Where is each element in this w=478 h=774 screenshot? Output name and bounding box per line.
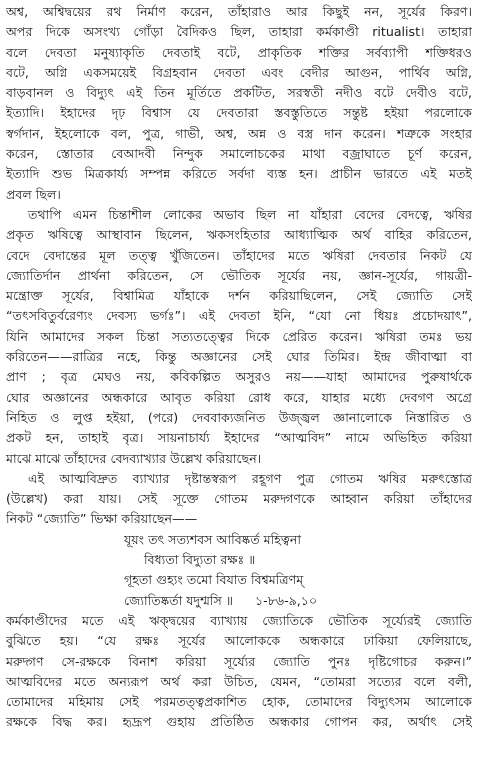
text-line: মরুদ্গণ সে-রক্ষকে বিনাশ করিয়া সূর্য্যের জ্যোতি পুনঃ দৃষ্টিগোচর করুন।” [6, 653, 472, 669]
text-line: ইত্যাদি শুভ মিত্রকার্য্য সম্পন্ন করিতে সর্বদা ব্যস্ত হন। প্রাচীন ভারতে এই মতই [6, 166, 472, 182]
text-line: মন্ত্রোক্ত সূর্যের, বিশ্বামিত্র যাঁহাকে দর্শন করিয়াছিলেন, সেই জ্যোতি সেই [6, 288, 472, 304]
text-line: আত্মবিদের মতে অন্যরূপ অর্থ করা উচিত, যেমন, “তোমরা সত্যের বলে বলী, [6, 673, 472, 689]
text-line: এই আত্মবিদ্রুত ব্যাখ্যার দৃষ্টান্তস্বরূপ রহূগণ পুত্র গোতম ঋষির মরুৎস্তোত্র [28, 470, 472, 486]
text-line: বটে, অগ্নি একসময়েই বিগ্রহবান দেবতা এবং বেদীর আগুন, পার্থিব অগ্নি, [6, 64, 472, 80]
text-line: কর্মকাণ্ডীদের মতে এই ঋক্‌দ্বয়ের ব্যাখ্যায় জ্যোতিকে ভৌতিক সূর্য্যেরই জ্যোতি [6, 612, 472, 628]
verse-line [6, 591, 472, 611]
text-line: ঘোর অজ্ঞানের অন্ধকারে আবৃত করিয়া রোধ করে, যাহার মধ্যে দেবগণ অগ্রে [6, 389, 472, 405]
text-line: প্রবল ছিল। [6, 186, 61, 202]
text-line: করিতেন——রাত্রির নহে, কিন্তু অজ্ঞানের সেই ঘোর তিমির। ইন্দ্র জীবাত্মা বা [6, 349, 472, 365]
text-line: প্রকৃত ঋষিত্বে আস্থাবান ছিলেন, ঋকসংহিতার আধ্যাত্মিক অর্থ বাহির করিতেন, [6, 227, 472, 243]
text-line: তথাপি এমন চিন্তাশীল লোকের অভাব ছিল না যাঁহারা বেদের বেদত্বে, ঋষির [28, 206, 472, 222]
text-line: তোমাদের মহিমায় সেই পরমতত্ত্বপ্রকাশিত হোক, তোমাদের বিদ্যুৎসম আলোকে [6, 694, 472, 710]
verse-line: যূয়ং তৎ সত্যশবস আবিষ্কর্ত মহিত্বনা [124, 531, 301, 547]
verse-line: বিধ্যতা বিদ্যুতা রক্ষঃ ॥ [144, 552, 256, 568]
verse-reference: ১-৮৬-৯,১০ [255, 592, 318, 608]
text-line: নিহিত ও লুপ্ত হইয়া, (পরে) দেববাক্যজনিত উজ্জ্বল জ্ঞানালোকে নিস্তারিত ও [6, 409, 472, 425]
text-line: প্রকট হন, তাহাই বৃত্র। সায়নাচার্য্য ইহাদের “আত্মবিদ” নামে অভিহিত করিয়া [6, 430, 472, 446]
text-line: করেন, স্তোতার বেআদবী নিন্দুক সমালোচকের মাথা বজ্রাঘাতে চূর্ণ করেন, [6, 146, 472, 162]
text-line: জ্যোতির্দান প্রার্থনা করিতেন, সে ভৌতিক সূর্যের নয়, জ্ঞান-সূর্যের, গায়ত্রী- [6, 267, 472, 283]
text-line: “তৎসবিতুর্বরেণ্যং দেবস্য ভর্গঃ”। এই দেবতা ইনি, “যো নো ধিয়ঃ প্রচোদয়াৎ”, [6, 308, 472, 324]
text-line: মাঝে মাঝে তাঁহাদের বেদব্যাখ্যার উল্লেখ করিয়াছেন। [6, 450, 262, 466]
verse-text: জ্যোতিষ্কর্তা যদুশ্মসি ॥ [124, 592, 233, 608]
text-line: অপর দিকে অসংখ্য গোঁড়া বৈদিকও ছিল, তাহারা কর্মকাণ্ডী ritualist। তাহারা [6, 24, 472, 40]
text-line: (উল্লেখ) করা যায়। সেই সূক্তে গোতম মরুদ্গণকে আহ্বান করিয়া তাঁহাদের [6, 491, 472, 507]
text-line: স্বর্গদান, ইহলোকে বল, পুত্র, গাভী, অশ্ব, অন্ন ও বস্ত্র দান করেন। শত্রুকে সংহার [6, 125, 472, 141]
text-line: বলে দেবতা মনুষ্যাকৃতি দেবতাই বটে, প্রাকৃতিক শক্তির সর্বব্যাপী শক্তিধরও [6, 44, 472, 60]
text-line: যিনি আমাদের সকল চিন্তা সত্যতত্ত্বের দিকে প্রেরিত করেন। ঋষিরা তমঃ ভয় [6, 328, 472, 344]
text-line: বুঝিতে হয়। “যে রক্ষঃ সূর্যের আলোককে অন্ধকারে ঢাকিয়া ফেলিয়াছে, [6, 633, 472, 649]
text-line: বেদে বেদান্তের মূল তত্ত্ব খুঁজিতেন। তাঁহাদের মতে ঋষিরা দেবতার নিকট যে [6, 247, 472, 263]
text-line: বাড়বানল ও বিদ্যুৎ এই তিন মূর্তিতে প্রকটিত, সরস্বতী নদীও বটে দেবীও বটে, [6, 85, 472, 101]
text-line: ইত্যাদি। ইহাদের দৃঢ় বিশ্বাস যে দেবতারা স্তবস্তুতিতে সন্তুষ্ট হইয়া পরলোকে [6, 105, 472, 121]
text-line: প্রাণ ; বৃত্র মেঘও নয়, কবিকল্পিত অসুরও নয়——যাহা আমাদের পুরুষার্থকে [6, 369, 472, 385]
text-line: নিকট “জ্যোতি” ভিক্ষা করিয়াছেন—— [6, 511, 198, 527]
text-line: রক্ষকে বিদ্ধ কর। হৃদ্রূপ গুহায় প্রতিষ্ঠিত অন্ধকার গোপন কর, অর্থাৎ সেই [6, 714, 472, 730]
verse-line: গূহতা গুহ্যং তমো বিযাত বিশ্বমত্রিণম্ [124, 572, 304, 588]
text-line: অশ্ব, অশ্বিদ্বয়ের রথ নির্মাণ করেন, তাঁহারাও আর কিছুই নন, সূর্যের কিরণ। [6, 4, 472, 19]
